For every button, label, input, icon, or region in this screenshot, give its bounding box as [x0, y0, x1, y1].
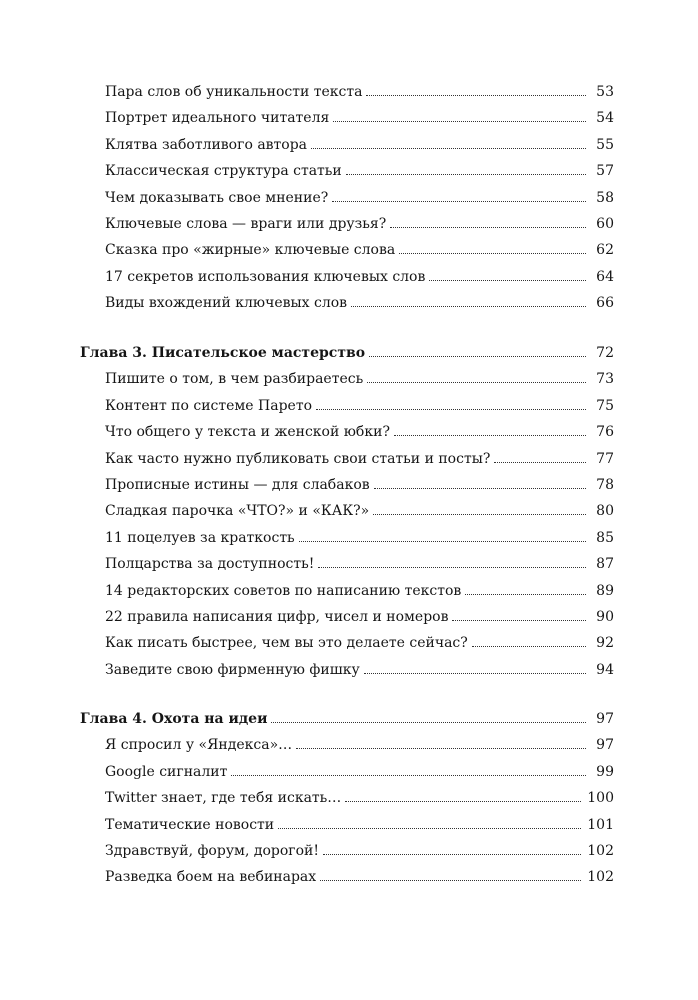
toc-entry: [80, 578, 614, 604]
toc-entry: [80, 158, 614, 184]
toc-entry-title: Тематические новости: [105, 816, 275, 833]
toc-entry-page: 62: [596, 242, 614, 259]
dot-leader: [429, 280, 586, 281]
toc-entry: [80, 604, 614, 630]
dot-leader: [345, 801, 581, 802]
toc-entry: [80, 472, 614, 498]
toc-entry-page: 60: [596, 215, 614, 232]
dot-leader: [231, 775, 586, 776]
toc-entry: [80, 132, 614, 158]
dot-leader: [318, 567, 586, 568]
toc-chapter-3: [80, 340, 614, 683]
dot-leader: [271, 722, 586, 723]
dot-leader: [278, 828, 581, 829]
toc-entry-title: Сказка про «жирные» ключевые слова: [105, 242, 396, 259]
toc-chapter-heading: [80, 340, 614, 366]
toc-entry: [80, 290, 614, 316]
dot-leader: [373, 514, 586, 515]
dot-leader: [369, 356, 586, 357]
toc-chapter-4: [80, 706, 614, 891]
toc-entry-title: Чем доказывать свое мнение?: [105, 189, 329, 206]
chapter-page: 97: [596, 711, 614, 727]
toc-entry: [80, 393, 614, 419]
toc-entry-page: 92: [596, 635, 614, 652]
toc-entry: [80, 419, 614, 445]
toc-entry-page: 66: [596, 295, 614, 312]
dot-leader: [452, 620, 586, 621]
toc-entry-page: 100: [587, 790, 614, 807]
toc-entry-page: 90: [596, 608, 614, 625]
toc-entry: [80, 785, 614, 811]
dot-leader: [394, 435, 586, 436]
toc-entry-page: 77: [596, 450, 614, 467]
dot-leader: [374, 488, 586, 489]
toc-entry: [80, 264, 614, 290]
toc-entry-page: 75: [596, 397, 614, 414]
toc-entry-title: Заведите свою фирменную фишку: [105, 661, 360, 678]
toc-entry: [80, 838, 614, 864]
toc-entry-page: 102: [587, 869, 614, 886]
toc-entry: [80, 551, 614, 577]
toc-section-continued: [80, 79, 614, 317]
toc-entry-title: 11 поцелуев за краткость: [105, 529, 295, 546]
dot-leader: [364, 673, 586, 674]
toc-entry-title: Google сигналит: [105, 763, 228, 780]
toc-entry: [80, 812, 614, 838]
toc-entry-title: Портрет идеального читателя: [105, 110, 330, 127]
toc-entry: [80, 525, 614, 551]
toc-entry-page: 85: [596, 529, 614, 546]
toc-entry-page: 76: [596, 424, 614, 441]
toc-entry-title: Контент по системе Парето: [105, 397, 313, 414]
toc-entry-page: 64: [596, 268, 614, 285]
toc-entry-page: 73: [596, 371, 614, 388]
dot-leader: [320, 880, 581, 881]
toc-entry: [80, 630, 614, 656]
toc-entry-title: Полцарства за доступность!: [105, 556, 315, 573]
toc-entry-title: Пара слов об уникальности текста: [105, 84, 363, 100]
toc-entry-title: Здравствуй, форум, дорогой!: [105, 842, 320, 859]
toc-entry: [80, 366, 614, 392]
dot-leader: [366, 95, 586, 96]
toc-entry-page: 78: [596, 476, 614, 493]
toc-entry: [80, 732, 614, 758]
toc-entry: [80, 185, 614, 211]
dot-leader: [399, 253, 586, 254]
toc-entry: [80, 864, 614, 890]
toc-entry-page: 54: [596, 110, 614, 127]
toc-entry-title: Прописные истины — для слабаков: [105, 476, 370, 493]
toc-entry-page: 58: [596, 189, 614, 206]
toc-entry-title: Что общего у текста и женской юбки?: [105, 424, 390, 441]
toc-entry-title: 17 секретов использования ключевых слов: [105, 268, 426, 285]
toc-entry-page: 53: [596, 84, 614, 100]
dot-leader: [296, 748, 586, 749]
toc-entry-title: Twitter знает, где тебя искать…: [105, 790, 342, 807]
toc-entry-page: 55: [596, 136, 614, 153]
chapter-page: 72: [596, 345, 614, 361]
toc-entry-title: Как часто нужно публиковать свои статьи и посты?: [105, 450, 491, 467]
dot-leader: [299, 541, 586, 542]
dot-leader: [316, 409, 586, 410]
toc-entry-title: Классическая структура статьи: [105, 163, 342, 180]
toc-entry-page: 102: [587, 842, 614, 859]
toc-entry-page: 99: [596, 763, 614, 780]
dot-leader: [311, 148, 586, 149]
toc-entry-title: Я спросил у «Яндекса»…: [105, 737, 293, 754]
toc-entry: [80, 237, 614, 263]
toc-entry: [80, 498, 614, 524]
toc-entry: [80, 759, 614, 785]
toc-chapter-heading: [80, 706, 614, 732]
toc-entry-page: 80: [596, 503, 614, 520]
toc-entry-title: Ключевые слова — враги или друзья?: [105, 215, 387, 232]
toc-entry-page: 87: [596, 556, 614, 573]
toc-entry: [80, 446, 614, 472]
toc-entry-page: 97: [596, 737, 614, 754]
dot-leader: [346, 174, 586, 175]
toc-entry-title: Сладкая парочка «ЧТО?» и «КАК?»: [105, 503, 370, 520]
dot-leader: [351, 306, 586, 307]
dot-leader: [333, 121, 586, 122]
dot-leader: [367, 382, 586, 383]
toc-entry-title: Виды вхождений ключевых слов: [105, 295, 348, 312]
dot-leader: [494, 462, 586, 463]
toc-entry-page: 89: [596, 582, 614, 599]
toc-entry-page: 101: [587, 816, 614, 833]
toc-entry-title: 14 редакторских советов по написанию текстов: [105, 582, 462, 599]
chapter-title: Глава 3. Писательское мастерство: [80, 345, 366, 361]
toc-entry-title: Пишите о том, в чем разбираетесь: [105, 371, 364, 388]
dot-leader: [472, 646, 586, 647]
toc-entry: [80, 657, 614, 683]
toc-entry-page: 57: [596, 163, 614, 180]
dot-leader: [390, 227, 586, 228]
toc-entry-title: Клятва заботливого автора: [105, 136, 308, 153]
dot-leader: [465, 594, 586, 595]
dot-leader: [323, 854, 581, 855]
dot-leader: [332, 201, 586, 202]
chapter-title: Глава 4. Охота на идеи: [80, 711, 268, 727]
toc-entry: [80, 79, 614, 105]
toc-entry: [80, 105, 614, 131]
toc-entry: [80, 211, 614, 237]
toc-entry-title: Как писать быстрее, чем вы это делаете сейчас?: [105, 635, 468, 652]
toc-entry-page: 94: [596, 661, 614, 678]
toc-entry-title: 22 правила написания цифр, чисел и номеров: [105, 608, 449, 625]
toc-entry-title: Разведка боем на вебинарах: [105, 869, 317, 886]
